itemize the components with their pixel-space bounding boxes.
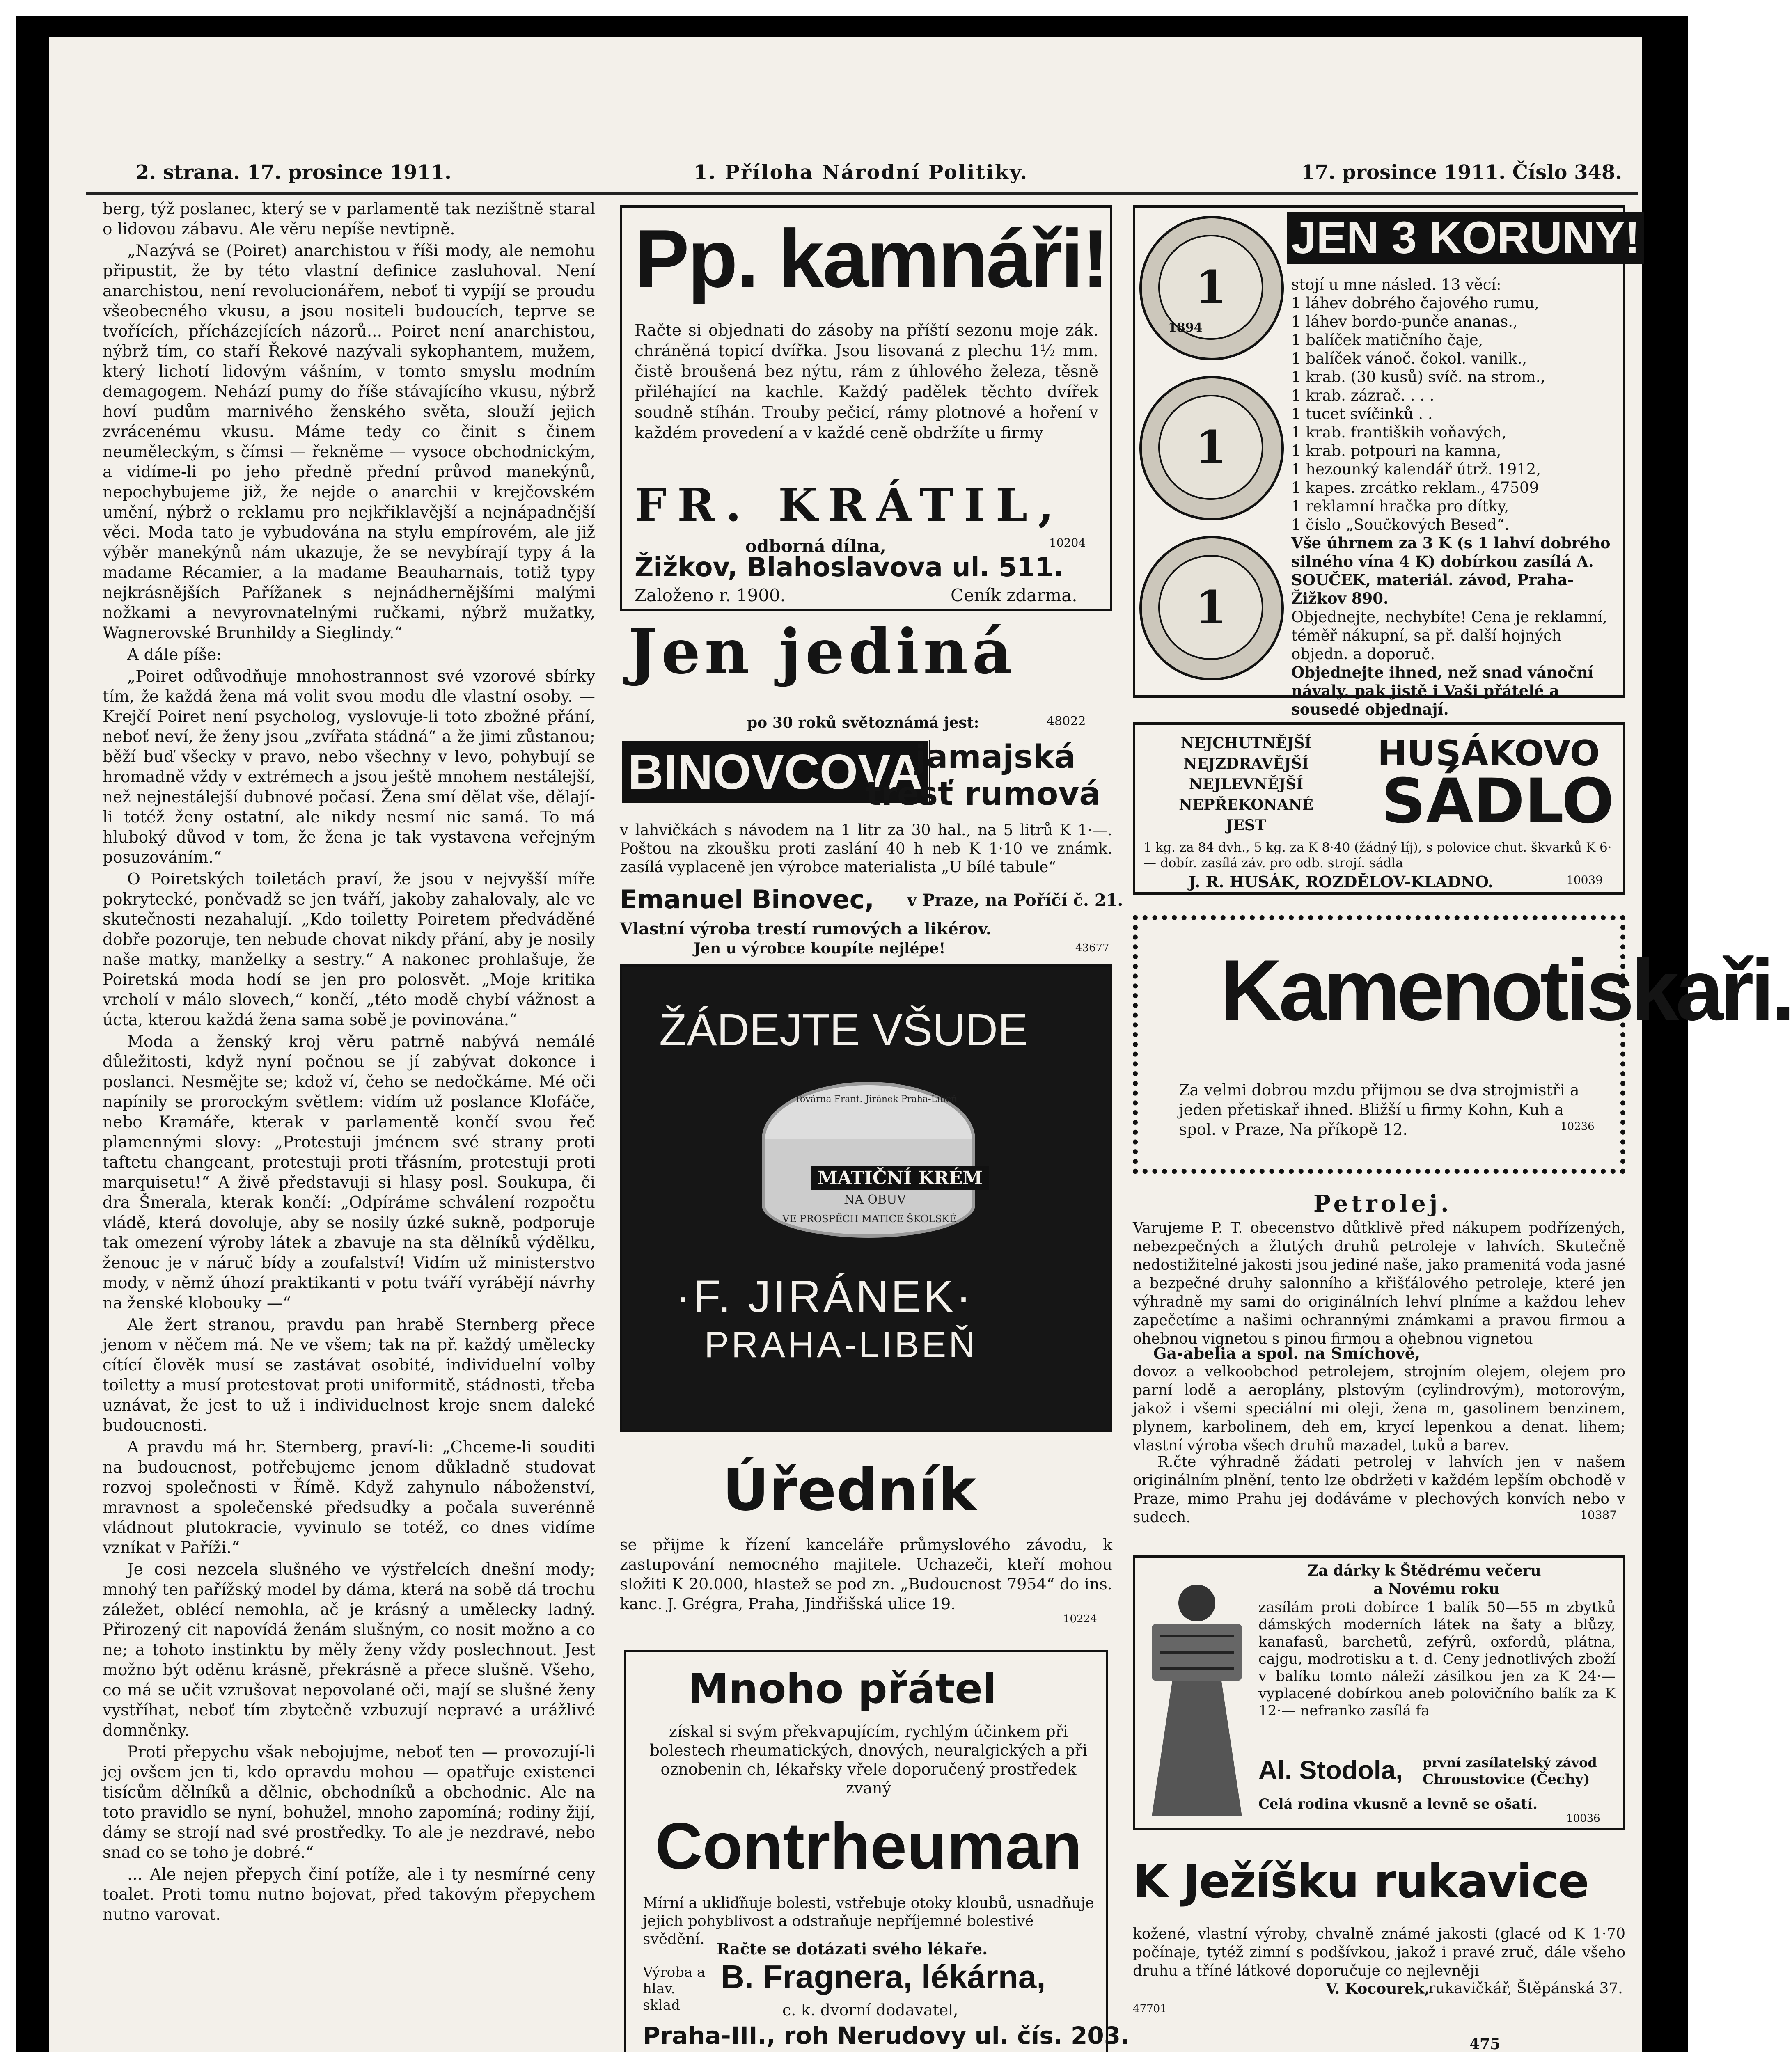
petrolej-text-3: R.čte výhradně žádati petrolej v lahvích jen v našem originálním plnění, tento lze obdržeti v každém lepším obchodě v Praze, mimo Prahu jej dodáváme v plechových konvích nebo v sudech.: [1133, 1454, 1625, 1526]
urednik-num: 10224: [1063, 1613, 1097, 1625]
jiranek-title: ŽÁDEJTE VŠUDE: [659, 1005, 1028, 1055]
binovec-topnum: 48022: [1047, 714, 1086, 728]
rukavice-text: kožené, vlastní výroby, chvalně známé jakosti (glacé od K 1·70 počínaje, tytéž zimní s podšívkou, jakož i pravé zruč, dále všeho druhu a tříné látkové doporučuje co nejlevněji: [1133, 1926, 1625, 1979]
kamnari-address: Žižkov, Blahoslavova ul. 511.: [635, 552, 1064, 583]
jen3-line: stojí u mne násled. 13 věcí:: [1291, 276, 1501, 293]
fragner-text: získal si svým překvapujícím, rychlým účinkem při bolestech rheumatických, dnových, neuralgických a při oznobenin ch, lékařsky vřele doporučený prostředek zvaný: [649, 1722, 1088, 1797]
jen3-line: 1 láhev bordo-punče ananas.,: [1291, 313, 1518, 330]
article-paragraph: „Poiret odůvodňuje mnohostrannost své vzorové sbírky tím, že každá žena má volit svou modu dle vlastní osoby. — Krejčí Poiret není psycholog, vyslovuje-li toto zbožné přání, neboť neví, že ženy jsou „zvířata stádná“ a že jimi zůstanou; běží buď všecky v pravo, nebo všechny v levo, pohybují se hromadně vždy v extrémech a jsou ještě mnohem nestálejší, než nejnestálejší dubnové počasí. Žena smí dělat vše, dělají-li totéž ženy ostatní, ale nikdy nesmí nic samá. To má hluboký důvod v tom, že žena je tak vystavena veřejným posuzováním.“: [103, 667, 595, 867]
ad-rukavice: [1133, 1855, 1625, 2040]
ad-stodola: [1133, 1555, 1625, 1830]
tin-label: MATIČNÍ KRÉM: [811, 1166, 989, 1190]
stodola-title-1: Za dárky k Štědrému večeru: [1308, 1562, 1541, 1579]
tin-illustration: [762, 1082, 983, 1246]
header-rule: [86, 192, 1638, 195]
header-right: 17. prosince 1911. Číslo 348.: [1301, 161, 1622, 184]
husak-num: 10039: [1566, 873, 1603, 887]
kamnari-founded: Založeno r. 1900.: [635, 585, 786, 605]
ad-u-mesta-parize: [1133, 2036, 1625, 2052]
stodola-firm: Al. Stodola,: [1258, 1755, 1403, 1785]
article-paragraph: Je cosi nezcela slušného ve výstřelcích dnešní mody; mnohý ten pařížský model by dáma, která na sobě dá trochu záležet, oblécí nemohla, ač je krásný a umělecky ladný. Přirozený cit napovídá ženám slušným, co nosit možno a co ne; a tohoto instinktu by měly ženy vždy poslechnout. Jest možno být oděnu krásně, překrásně a přece slušně. Všeho, co má se učit vzrušovat nepovolané oči, mají se slušné ženy vystříhat, neboť tím zbytečně vzbuzují nepravé a urážlivé domněnky.: [103, 1560, 595, 1740]
ad-husak: [1133, 722, 1625, 895]
stodola-num: 10036: [1566, 1812, 1600, 1825]
article-column: [103, 199, 595, 2038]
rukavice-title: K Ježíšku rukavice: [1133, 1855, 1588, 1908]
article-paragraph: berg, týž poslanec, který se v parlamentě tak nezištně staral o lidovou zábavu. Ale věru nepíše nevtipně.: [103, 200, 595, 238]
petrolej-num: 10387: [1580, 1508, 1617, 1522]
coin-1-value: 1: [1158, 235, 1263, 340]
jen3-line: 1 kapes. zrcátko reklam., 47509: [1291, 479, 1539, 497]
kamnari-text: Račte si objednati do zásoby na příští sezonu moje zák. chráněná topicí dvířka. Jsou lisovaná z plechu 1½ mm. čistě broušená bez nýtu, rám z úhlového železa, těsně přiléhající na kachle. Každý padělek těchto dvířek soudně stíhán. Trouby pečicí, rámy plotnové a hoření v každém provedení a v každé ceně obdržíte u firmy: [635, 321, 1098, 442]
binovec-top: po 30 roků světoznámá jest:: [747, 714, 979, 731]
ad-jiranek: [620, 964, 1112, 1432]
header-left: 2. strana. 17. prosince 1911.: [135, 161, 451, 184]
coin-3-value: 1: [1158, 555, 1263, 660]
coin-2-value: 1: [1158, 395, 1263, 500]
jen3-line: 1 láhev dobrého čajového rumu,: [1291, 294, 1540, 312]
jen3-list: [1291, 275, 1616, 719]
kamnari-sub: odborná dílna,: [745, 536, 886, 556]
kamenotiskari-text: Za velmi dobrou mzdu přijmou se dva strojmistři a jeden přetiskař ihned. Bližší u firmy Kohn, Kuh a spol. v Praze, Na příkopě 12.: [1179, 1081, 1579, 1138]
petrolej-title: Petrolej.: [1313, 1190, 1452, 1217]
woman-illustration: [1143, 1578, 1250, 1821]
ad-jen-jedina: [620, 616, 1112, 688]
husak-brand: HUSÁKOVO: [1377, 733, 1600, 774]
petrolej-firm: Ga-abelia a spol. na Smíchově,: [1153, 1344, 1421, 1363]
jen3-title: JEN 3 KORUNY!: [1287, 212, 1644, 264]
binovec-slogan1: Vlastní výroba trestí rumových a likérov.: [620, 919, 992, 939]
fragner-vyroba: Výroba a hlav. sklad: [643, 1964, 706, 2013]
jen3-line: 1 krab. zázrač. . . .: [1291, 387, 1435, 404]
urednik-text: se přijme k řízení kanceláře průmyslového závodu, k zastupování nemocného majitele. Uchazeči, kteří mohou složiti K 20.000, hlastež se pod zn. „Budoucnost 7954“ do ins. kanc. J. Grégra, Praha, Jindřišská ulice 19.: [620, 1536, 1112, 1613]
stodola-text-2: Celá rodina vkusně a levně se ošatí.: [1258, 1796, 1538, 1812]
jen3-line: 1 balíček matičního čaje,: [1291, 331, 1483, 349]
binovec-address: v Praze, na Poříčí č. 21.: [907, 891, 1123, 910]
jen3-line: 1 balíček vánoč. čokol. vanilk.,: [1291, 350, 1527, 367]
ad-urednik: [620, 1457, 1112, 1637]
jiranek-city: PRAHA-LIBEŇ: [704, 1324, 978, 1365]
jen3-line: 1 krab. potpouri na kamna,: [1291, 442, 1501, 460]
jen3-line: Objednejte, nechybíte! Cena je reklamní, téměř nákupní, sa př. další hojných objedn. a doporuč.: [1291, 608, 1608, 663]
petrolej-text-1: Varujeme P. T. obecenstvo důtklivě před nákupem podřízených, nebezpečných a žlutých druhů petroleje v lahvích. Skutečně nedostižitelné jakosti jsou jediné naše, jako pramenitá voda jasné a bezpečné druhy salonního a křišťálového petroleje, které jen výhradně my sami do originálních lehví plníme a každou lehev zapečetíme a našimi ochrannými známkami a pravou firmou a ohebnou vignetou s pinou firmou a ohebnou vignetou: [1133, 1220, 1625, 1347]
fragner-text2: Mírní a ukliďňuje bolesti, vstřebuje otoky kloubů, usnadňuje jejich pohyblivost a odstraňuje nepříjemné bolestivé svědění.: [643, 1895, 1094, 1948]
jen3-line: 1 tucet svíčinků . .: [1291, 405, 1433, 423]
jen3-line: 1 hezounký kalendář útrž. 1912,: [1291, 460, 1541, 478]
article-paragraph: ... Ale nejen přepych činí potíže, ale i ty nesmírné ceny toalet. Proti tomu nutno bojovat, před takovým přepychem nutno varovat.: [103, 1865, 595, 1924]
husak-left: NEJZDRAVĚJŠÍ: [1183, 755, 1309, 772]
article-paragraph: A dále píše:: [127, 646, 222, 664]
jen3-line: 1 reklamní hračka pro dítky,: [1291, 497, 1509, 515]
article-paragraph: O Poiretských toiletách praví, že jsou v nejvyšší míře pokrytecké, poněvadž se jen tváří, jakoby zahalovaly, ale ve skutečnosti nezahalují. „Kdo toiletty Poiretem předváděné dobře pozoruje, ten nebude chovat nikdy přání, aby je nosily naše matky, manželky a sestry.“ A nakonec prohlašuje, že Poiretská moda hodí se jen pro polosvět. „Moje kritika vrcholí v málo slovech,“ končí, „této modě chybí vážnost a úcta, kterou každá žena sama sobě je povinována.“: [103, 870, 595, 1029]
fragner-call: Račte se dotázati svého lékaře.: [717, 1940, 988, 1958]
rukavice-firm: V. Kocourek,: [1326, 1980, 1430, 1997]
rukavice-address: rukavičkář, Štěpánská 37.: [1428, 1980, 1623, 1997]
binovec-slogan2: Jen u výrobce koupíte nejlépe!: [694, 940, 946, 957]
fragner-dod: c. k. dvorní dodavatel,: [782, 2001, 958, 2019]
jen3-line: 1 číslo „Součkových Besed“.: [1291, 516, 1510, 534]
husak-left: NEJLEVNĚJŠÍ: [1189, 776, 1304, 793]
fragner-title: Mnoho přátel: [688, 1665, 997, 1713]
pariz-num-top: 475: [1469, 2036, 1501, 2052]
ad-petrolej: [1133, 1190, 1625, 1527]
jen3-line: Vše úhrnem za 3 K (s 1 lahví dobrého silného vína 4 K) dobírkou zasílá A. SOUČEK, materiál. závod, Praha-Žižkov 890.: [1291, 534, 1611, 607]
binovec-product2: tresť rumová: [866, 776, 1101, 813]
husak-firm: J. R. HUSÁK, ROZDĚLOV-KLADNO.: [1189, 873, 1493, 891]
stodola-address: Chroustovice (Čechy): [1423, 1771, 1590, 1788]
stodola-firm-2: první zasílatelský závod: [1423, 1755, 1597, 1770]
jen3-line: 1 krab. františkih voňavých,: [1291, 424, 1507, 441]
binovec-num: 43677: [1075, 942, 1109, 954]
jen3-line: Objednejte ihned, než snad vánoční návaly, pak jistě i Vaši přátelé a sousedé objednají.: [1291, 663, 1594, 718]
binovec-product1: jamajská: [915, 739, 1076, 776]
binovec-firm: Emanuel Binovec,: [620, 884, 874, 914]
article-paragraph: A pravdu má hr. Sternberg, praví-li: „Chceme-li souditi na budoucnost, potřebujeme jenom důkladně studovat rozvoj společnosti v Římě. Když zahynulo náboženství, mravnost a společenské předsudky a počala suverénně vládnout plutokracie, vyvinulo se totéž, co dnes vidíme vzníkat v Paříži.“: [103, 1438, 595, 1557]
husak-left: NEJCHUTNĚJŠÍ: [1180, 735, 1312, 752]
husak-left: NEPŘEKONANÉ: [1179, 796, 1313, 813]
stodola-title-2: a Novému roku: [1373, 1580, 1500, 1598]
husak-left: JEST: [1226, 817, 1266, 834]
binovec-text: v lahvičkách s návodem na 1 litr za 30 hal., na 5 litrů K 1·—. Poštou na zkoušku proti zaslání 40 h neb K 1·10 ve známk. zasílá vyplaceně jen výrobce materialista „U bílé tabule“: [620, 821, 1112, 876]
jiranek-name: ·F. JIRÁNEK·: [676, 1271, 974, 1322]
coin-2: [1139, 376, 1284, 520]
coin-year: 1894: [1168, 321, 1203, 335]
binovec-brand: BINOVCOVA: [620, 739, 931, 805]
husak-brand-2: SÁDLO: [1382, 766, 1614, 837]
coin-3: [1139, 536, 1284, 680]
coin-1: [1139, 216, 1284, 360]
kamnari-num: 10204: [1049, 536, 1086, 550]
husak-left-list: [1143, 733, 1349, 836]
rukavice-num: 47701: [1133, 2003, 1167, 2015]
jen3-line: 1 krab. (30 kusů) svíč. na strom.,: [1291, 368, 1546, 386]
ad-binovec: [620, 714, 1123, 960]
article-paragraph: Moda a ženský kroj věru patrně nabývá nemálé důležitosti, když nyní počnou se jí zabývat dokonce i poslanci. Nesmějte se; kdož ví, čeho se nedočkáme. Mé oči napínily se prorockým světlem: vidím už poslance Klofáče, nebo Kramáře, kterak v parlamentě končí svou řeč plamennými slovy: „Protestuji jménem své strany proti taftetu changeant, protestuji proti třásním, protestuji proti marquisetu!“ A živě představuji si hlasy posl. Soukupa, či dra Šmerala, kterak končí: „Odpíráme schválení rozpočtu vládě, která dovoluje, aby se nosily úzké sukně, podporuje tak omezení výroby látek a zbavuje na sta dělníků výdělku, ženouc je v náruč bídy a zoufalství! Vidím už ministerstvo mody, v němž úhozí praktikanti v potu tváří vyrábějí návrhy na ženské klobouky —“: [103, 1033, 595, 1312]
ad-fragner: [624, 1650, 1130, 2052]
article-paragraph: „Nazývá se (Poiret) anarchistou v říši mody, ale nemohu připustit, že by této vlastní definice zasluhoval. Není anarchistou, není revolucionářem, neboť ti vypíjí se proudu všeobecného vkusu, a jsou nositeli budoucích, teprve se tvořících, přícházejících názorů... Poiret není anarchistou, nýbrž tím, co staří Řekové nazývali sykophantem, mužem, který lichotí lidovým vášním, v tomto smyslu modním demagogem. Nehází pumy do říše stávajícího vkusu, nýbrž hoví pudům marnivého ženského světa, slouží jejich zvrácenému vkusu. Máme tedy co činit s činem neuměleckým, s čímsi — řekněme — vysoce obchodnickým, a vidíme-li po jeho předně přední průvod manekýnů, nepochybujeme již, že nejde o anarchii v krejčovském umění, nýbrž o reklamu pro nejkřiklavější a nejnápadnější věci. Moda tato je vybudována na stylu empírovém, ale již výběr manekýnů nám ukazuje, že se nevybírají typy á la madame Récamier, a la madame Beauharnais, totiž typy nejkrásnějších Pařížanek s nejnádhernějšími malými nožkami a nevyrovnatelnými ručkami, nýbrž mužatky, Wagnerovské Brunhildy a Sieglindy.“: [103, 242, 595, 642]
tin-label-2: NA OBUV: [844, 1193, 906, 1207]
ad-jen-3-koruny: [1133, 205, 1640, 718]
urednik-title: Úředník: [722, 1457, 976, 1524]
tin-top-label: Továrna Frant. Jiránek Praha-Libeň: [795, 1094, 957, 1104]
husak-text: 1 kg. za 84 dvh., 5 kg. za K 8·40 (žádný líj), s polovice chut. škvarků K 6·— dobír. zasílá záv. pro odb. strojí. sádla: [1143, 840, 1612, 870]
kamenotiskari-title: Kamenotiskaři.: [1220, 942, 1792, 1038]
header-center: 1. Příloha Národní Politiky.: [694, 161, 1029, 184]
fragner-address: Praha-III., roh Nerudovy ul. čís. 203.: [643, 2022, 1130, 2050]
kamnari-cennik: Ceník zdarma.: [951, 585, 1077, 605]
ad-kamnari: [620, 205, 1112, 611]
page-header: [86, 161, 1638, 190]
kamnari-firm: FR. KRÁTIL,: [635, 479, 1065, 531]
kamenotiskari-num: 10236: [1561, 1120, 1595, 1133]
article-paragraph: Proti přepychu však nebojujme, neboť ten — provozují-li jej ovšem jen ti, kdo opravdu mohou — opatřuje existenci tisícům dělníků a dělnic, obchodníků a obchodnic. Ale na toto pravidlo se nyní, bohužel, mnoho zapomíná; rodiny žijí, dámy se strojí nad své prostředky. To ale je nezdravé, nebo snad co se toho je dobré.“: [103, 1743, 595, 1862]
fragner-brand: Contrheuman: [655, 1809, 1082, 1883]
tin-label-3: VE PROSPĚCH MATICE ŠKOLSKÉ: [782, 1213, 957, 1225]
fragner-firm: B. Fragnera, lékárna,: [721, 1958, 1046, 1995]
jedina-title: Jen jediná: [628, 616, 1016, 688]
article-paragraph: Ale žert stranou, pravdu pan hrabě Sternberg přece jenom v něčem má. Ne ve všem; tak na př. každý umělecky cítící člověk musí se zastávat osobité, individuelní volby toiletty a musí protestovat proti uniformitě, stádnosti, třeba uznávat, že jest to už i individuelnost kroje snem daleké budoucnosti.: [103, 1316, 595, 1435]
petrolej-text-2: dovoz a velkoobchod petrolejem, strojním olejem, olejem pro parní lodě a aeroplány, plstovým (cylindrovým), motorovým, jakož i všemi speciální mi oleji, žena m, gasolinem benzinem, plynem, karbolinem, deh em, krycí lepenkou a denat. lihem; vlastní výroba všech druhů mazadel, tuků a barev.: [1133, 1363, 1625, 1454]
ad-kamenotiskari: [1133, 915, 1792, 1174]
kamnari-title: Pp. kamnáři!: [635, 213, 1108, 305]
stodola-text: zasílám proti dobírce 1 balík 50—55 m zbytků dámských moderních látek na šaty a blůzy, kanafasů, barchetů, zefýrů, oxfordů, plátna, cajgu, modrotisku a t. d. Ceny jednotlivých zboží v balíku tomto náleží zásilkou jen za K 24·— vyplacené dobírkou aneb polovičního balík za K 12·— nefranko zasílá fa: [1258, 1599, 1616, 1719]
